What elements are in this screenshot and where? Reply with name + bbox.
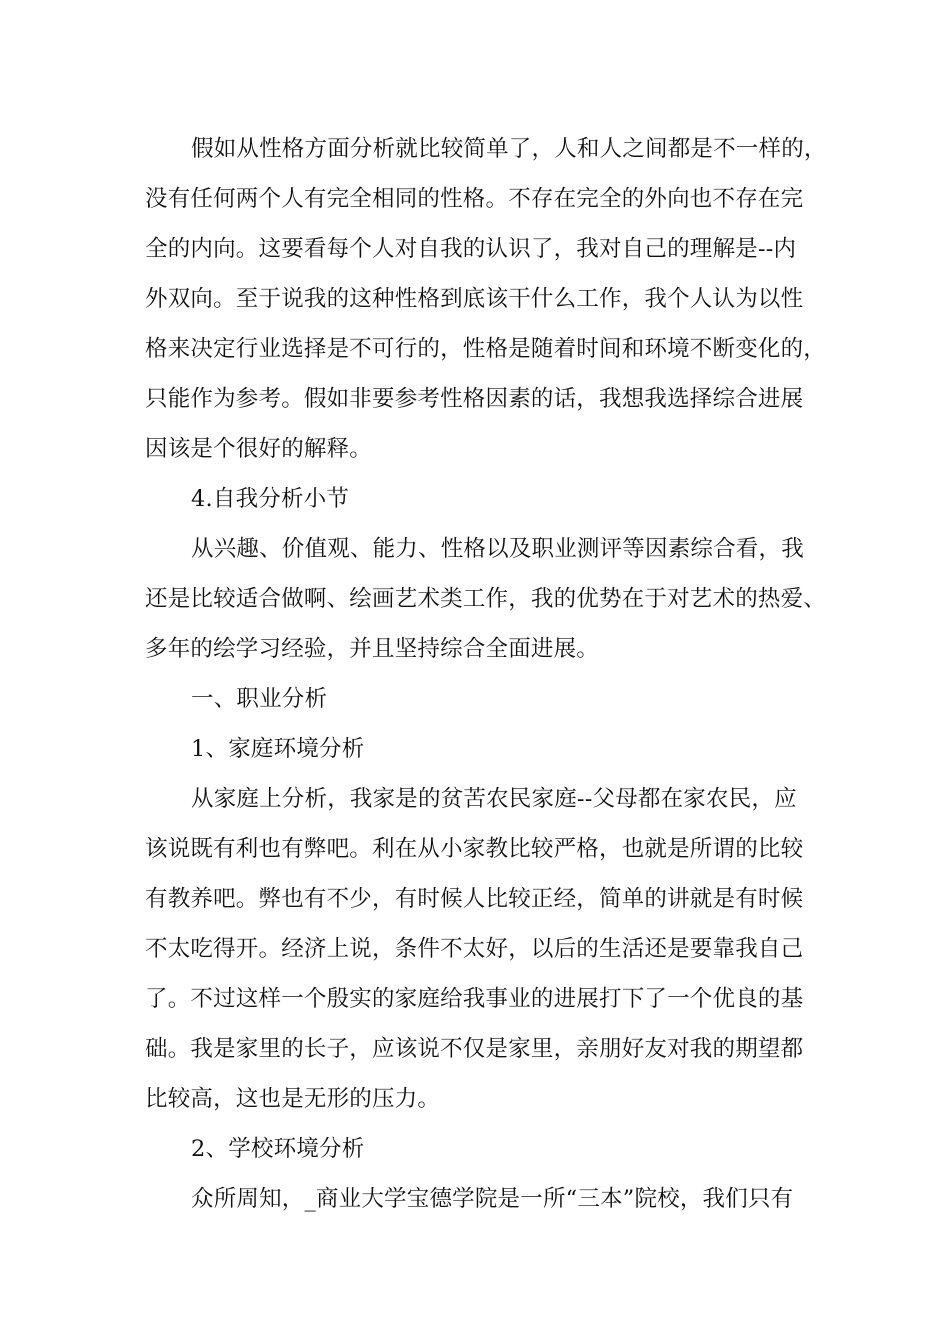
heading-text: 2、学校环境分析 <box>191 1136 365 1162</box>
text-line: 假如从性格方面分析就比较简单了，人和人之间都是不一样的， <box>191 136 827 162</box>
section-heading-family-environment <box>145 724 820 774</box>
text-line: 不太吃得开。经济上说，条件不太好，以后的生活还是要靠我自己 <box>145 936 804 962</box>
text-line: 格来决定行业选择是不可行的，性格是随着时间和环境不断变化的， <box>145 336 827 362</box>
text-line: 该说既有利也有弊吧。利在从小家教比较严格，也就是所谓的比较 <box>145 836 804 862</box>
section-heading-self-analysis-summary <box>145 474 820 524</box>
text-line: 了。不过这样一个殷实的家庭给我事业的进展打下了一个优良的基 <box>145 986 804 1012</box>
text-line: 有教养吧。弊也有不少，有时候人比较正经，简单的讲就是有时候 <box>145 886 804 912</box>
text-line: 因该是个很好的解释。 <box>145 436 373 462</box>
text-line: 多年的绘学习经验，并且坚持综合全面进展。 <box>145 636 600 662</box>
heading-text: 4.自我分析小节 <box>191 486 350 512</box>
paragraph-personality <box>145 124 827 474</box>
paragraph-school <box>145 1174 820 1224</box>
text-line: 从兴趣、价值观、能力、性格以及职业测评等因素综合看，我 <box>191 536 804 562</box>
section-heading-career-analysis <box>145 674 820 724</box>
text-line: 众所周知，_商业大学宝德学院是一所“三本”院校，我们只有 <box>191 1186 794 1212</box>
text-line: 础。我是家里的长子，应该说不仅是家里，亲朋好友对我的期望都 <box>145 1036 804 1062</box>
text-line: 还是比较适合做啊、绘画艺术类工作，我的优势在于对艺术的热爱、 <box>145 586 827 612</box>
document-body <box>145 124 827 1224</box>
paragraph-family <box>145 774 820 1124</box>
paragraph-summary <box>145 524 827 674</box>
heading-text: 一、职业分析 <box>191 686 328 712</box>
text-line: 没有任何两个人有完全相同的性格。不存在完全的外向也不存在完 <box>145 186 804 212</box>
section-heading-school-environment <box>145 1124 820 1174</box>
heading-text: 1、家庭环境分析 <box>191 736 365 762</box>
text-line: 全的内向。这要看每个人对自我的认识了，我对自己的理解是--内 <box>145 236 797 262</box>
text-line: 比较高，这也是无形的压力。 <box>145 1086 441 1112</box>
text-line: 外双向。至于说我的这种性格到底该干什么工作，我个人认为以性 <box>145 286 804 312</box>
text-line: 从家庭上分析，我家是的贫苦农民家庭--父母都在家农民，应 <box>191 786 797 812</box>
text-line: 只能作为参考。假如非要参考性格因素的话，我想我选择综合进展 <box>145 386 804 412</box>
